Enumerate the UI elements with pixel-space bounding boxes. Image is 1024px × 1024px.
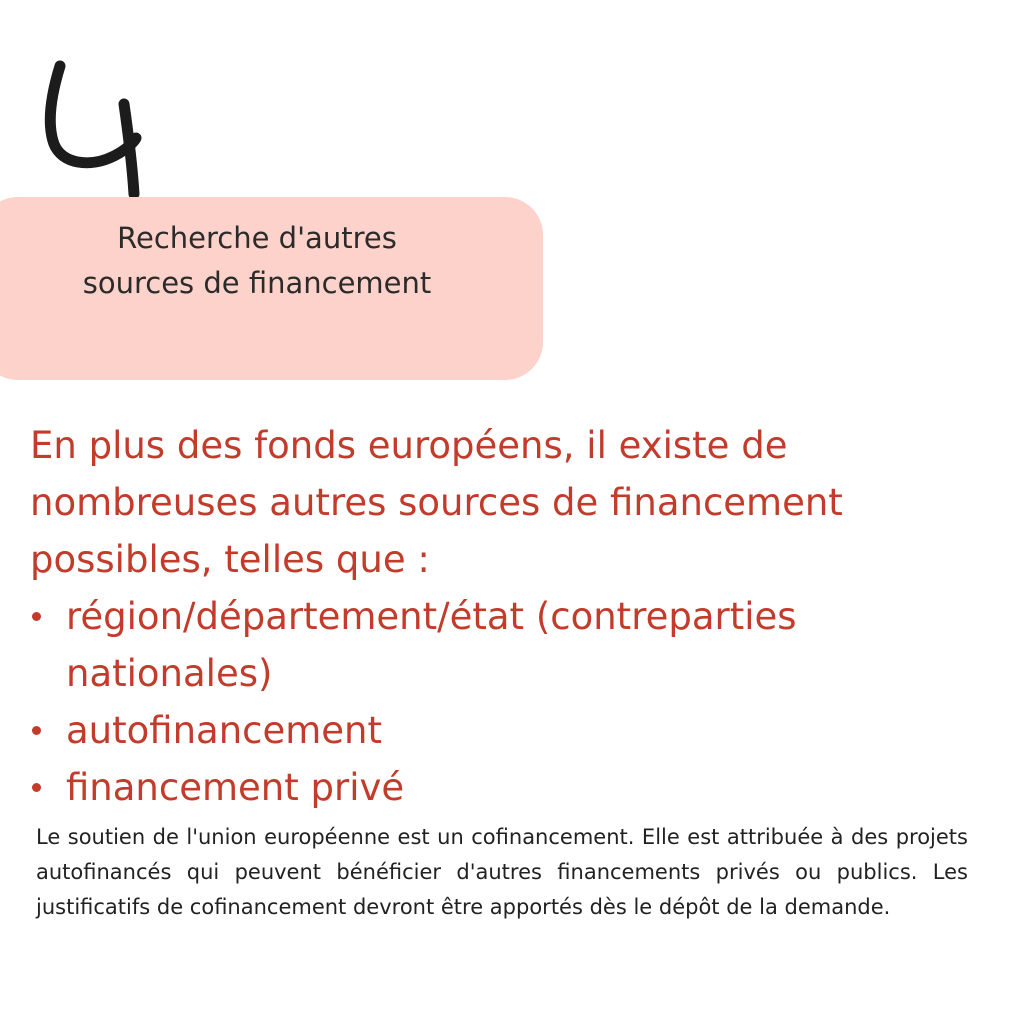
step-number-4 — [38, 52, 148, 202]
list-item — [30, 759, 990, 816]
cofinancing-paragraph: Le soutien de l'union européenne est un cofinancement. Elle est attribuée à des projets autofinancés qui peuvent bénéficier d'autres financements privés ou publics. Les justificatifs de cofinancement devront être apportés dès le dépôt de la demande. — [36, 825, 968, 919]
bullet-icon — [32, 612, 41, 621]
list-item-text: région/département/état (contreparties nationales) — [66, 595, 797, 695]
funding-sources-list — [30, 588, 990, 816]
section-title — [0, 216, 514, 306]
bullet-icon — [32, 726, 41, 735]
list-item — [30, 702, 990, 759]
intro-text: En plus des fonds européens, il existe de nombreuses autres sources de financement possibles, telles que : — [30, 424, 843, 581]
title-line-1: Recherche d'autres — [117, 221, 397, 255]
title-line-2: sources de financement — [82, 266, 432, 300]
list-item — [30, 588, 990, 702]
list-item-text: autofinancement — [66, 709, 383, 752]
bullet-icon — [32, 783, 41, 792]
list-item-text: financement privé — [66, 766, 405, 809]
